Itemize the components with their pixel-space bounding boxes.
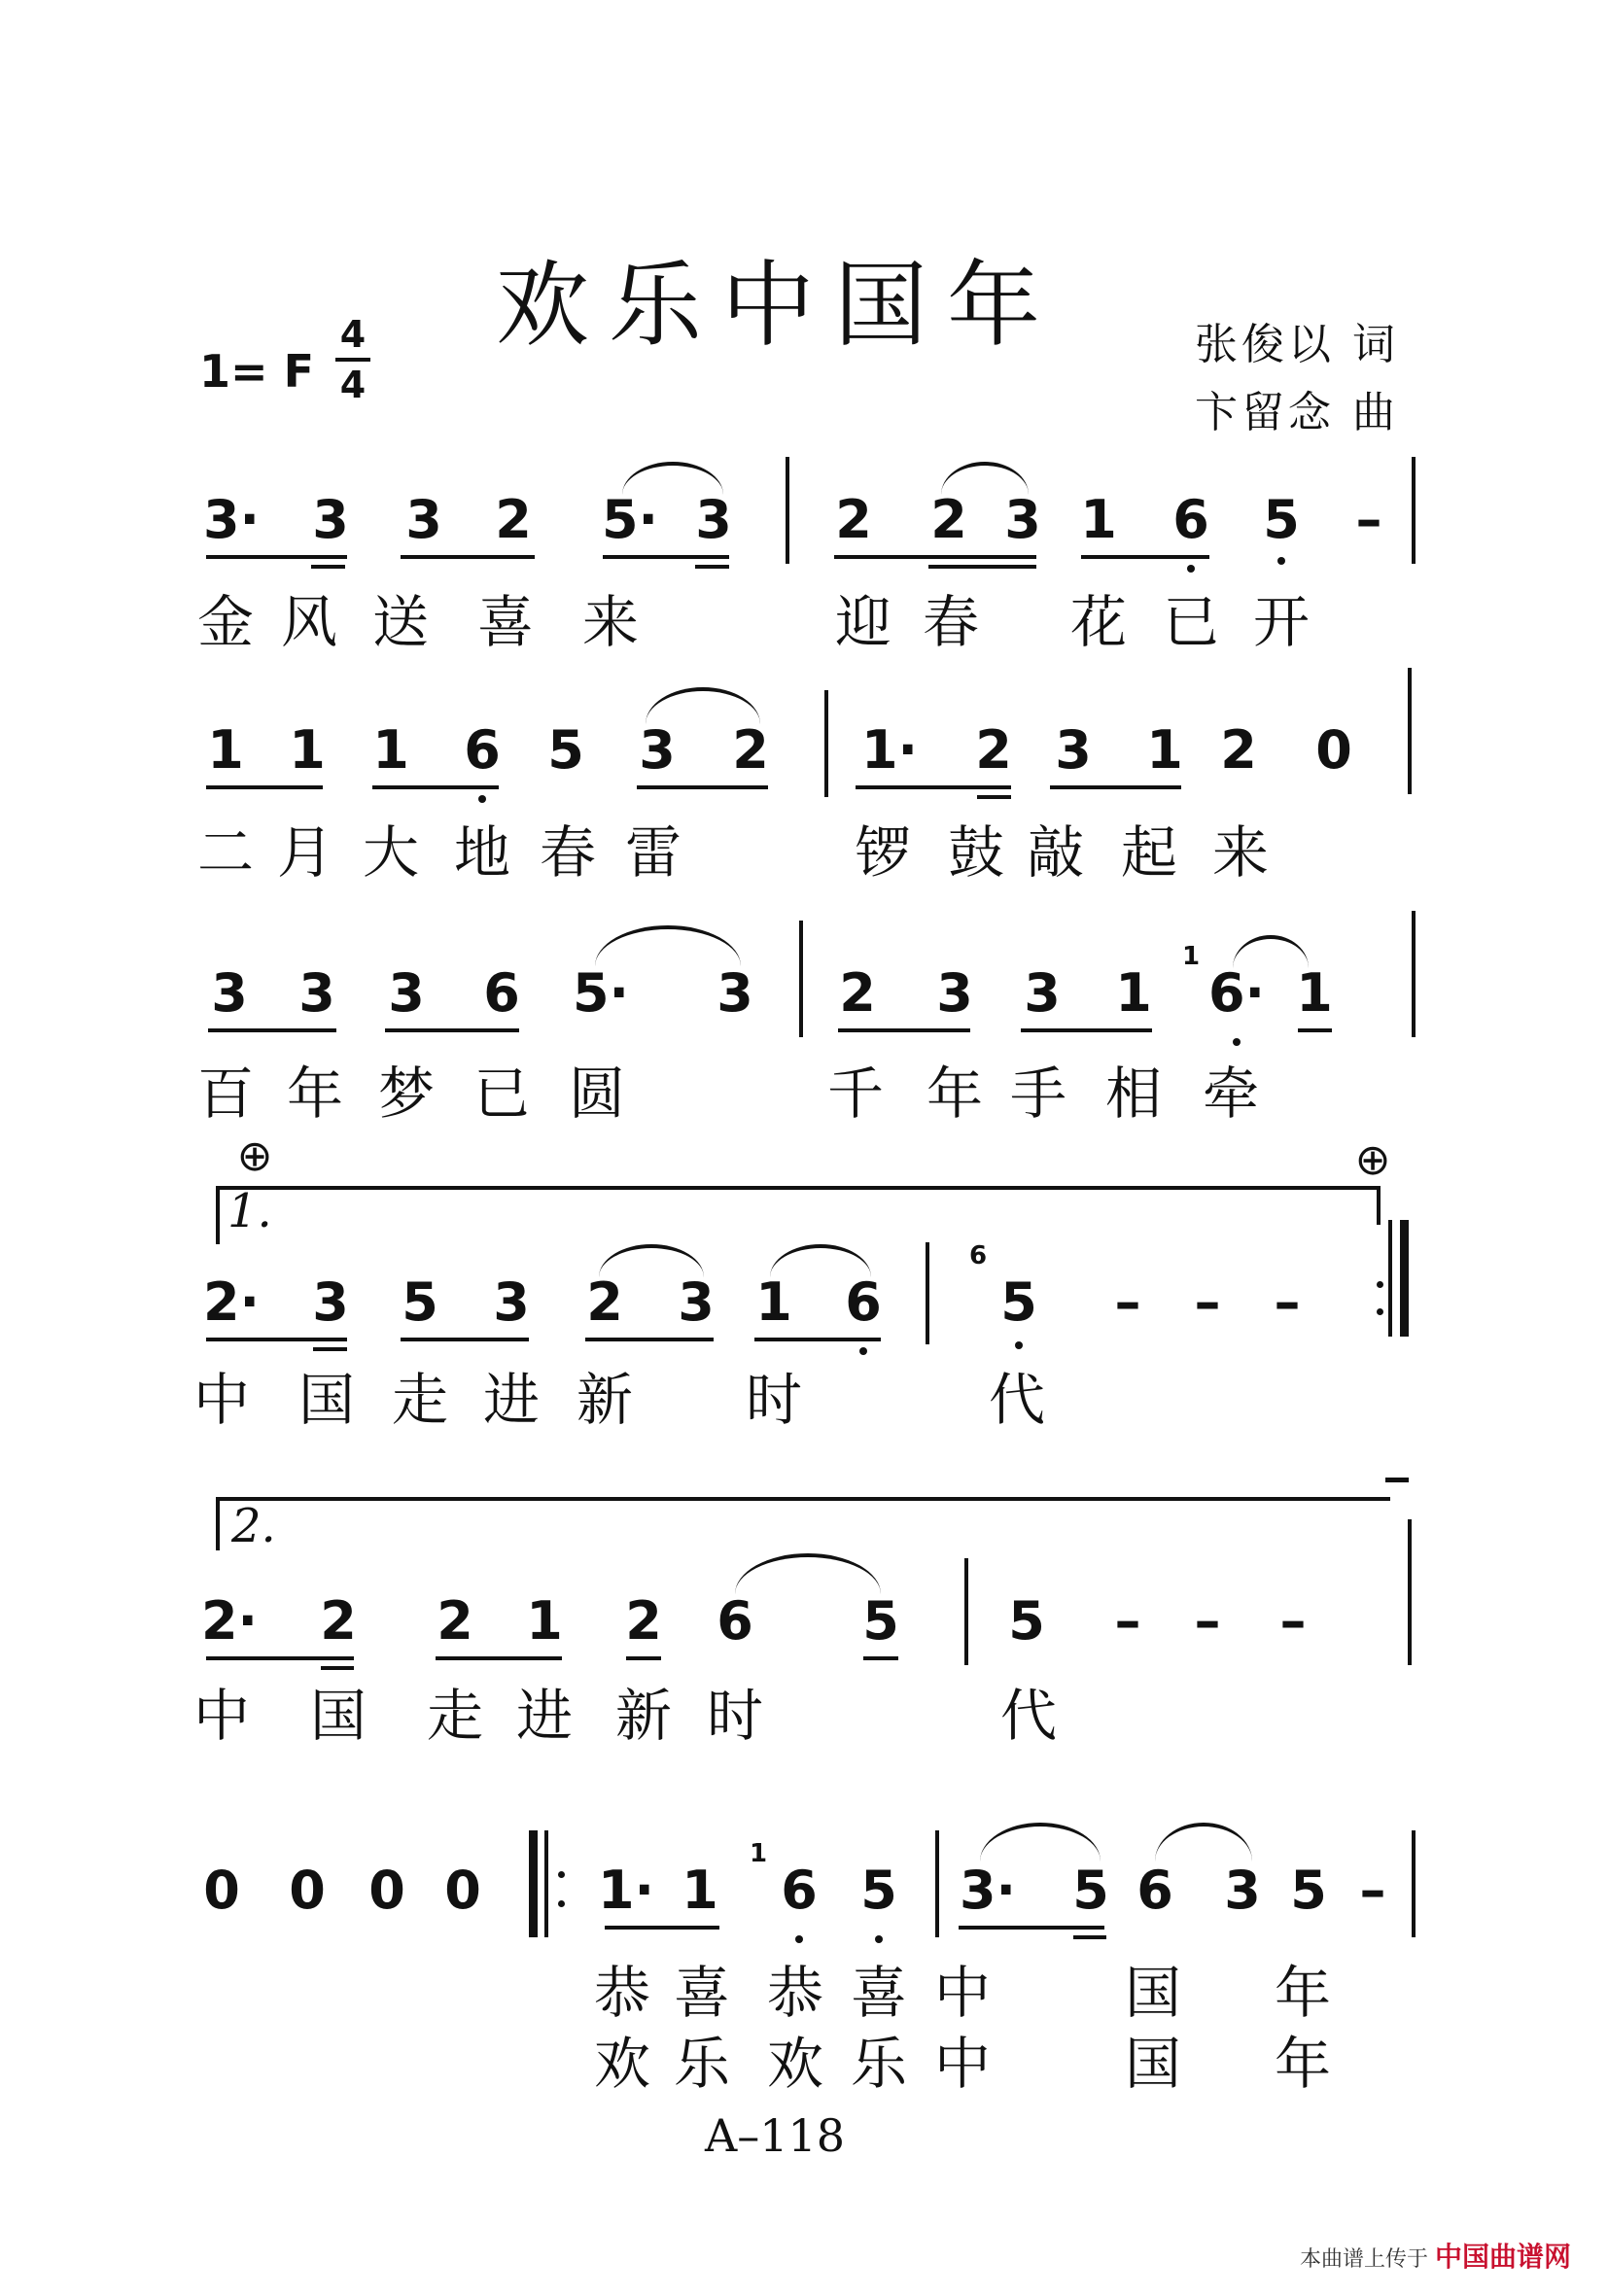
lyric: 进 xyxy=(515,1683,574,1749)
underline xyxy=(838,1028,970,1032)
note: 2 xyxy=(930,489,967,550)
note: 6 xyxy=(1172,489,1209,550)
lyric: 开 xyxy=(1252,589,1311,655)
lyric: 国 xyxy=(309,1683,367,1749)
lyric: 国 xyxy=(1124,2031,1182,2097)
lyric: 相 xyxy=(1104,1061,1163,1127)
coda-sign-left: ⊕ xyxy=(236,1131,273,1181)
note: 1 xyxy=(1080,489,1117,550)
note: 3 xyxy=(936,962,973,1024)
underline xyxy=(626,1656,661,1660)
underline xyxy=(385,1028,519,1032)
note: 2· xyxy=(202,1271,261,1333)
coda-sign-right: ⊕ xyxy=(1354,1135,1391,1185)
note: 5 xyxy=(1263,489,1300,550)
tie xyxy=(1155,1823,1252,1861)
volta-2-start xyxy=(216,1497,220,1550)
note: – xyxy=(1194,1271,1221,1333)
composer-credit: 卞留念 曲 xyxy=(1195,388,1399,437)
lyric: 乐 xyxy=(673,2031,731,2097)
lyric: 千 xyxy=(826,1061,885,1127)
time-signature-bottom: 4 xyxy=(339,364,367,406)
repeat-dot xyxy=(1377,1308,1383,1315)
underline xyxy=(863,1656,898,1660)
note: 5 xyxy=(1008,1590,1045,1652)
lower-octave-dot xyxy=(1277,557,1285,565)
note: 5· xyxy=(601,489,659,550)
time-signature xyxy=(335,313,370,406)
underline xyxy=(754,1338,881,1341)
note: 0 xyxy=(203,1860,240,1921)
lyric: 大 xyxy=(362,819,420,886)
lyric: 时 xyxy=(706,1683,764,1749)
footer-prefix: 本曲谱上传于 xyxy=(1299,2247,1428,2272)
lyric: 来 xyxy=(1211,819,1270,886)
lyric: 走 xyxy=(426,1683,484,1749)
lyric: 月 xyxy=(276,819,334,886)
note: 2 xyxy=(1220,719,1257,781)
note: 5· xyxy=(572,962,630,1024)
lyric: 百 xyxy=(196,1061,255,1127)
volta-2-end-mark xyxy=(1385,1478,1409,1482)
lyric: 锣 xyxy=(854,819,912,886)
note: 6 xyxy=(464,719,501,781)
watermark-footer xyxy=(1300,2236,1571,2275)
barline xyxy=(786,457,789,564)
volta-2-bracket xyxy=(216,1497,1390,1501)
lyric: 来 xyxy=(581,589,640,655)
note: 1 xyxy=(755,1271,792,1333)
note: 0 xyxy=(289,1860,326,1921)
page-title: 欢乐中国年 xyxy=(496,251,1060,360)
note: 3 xyxy=(1224,1860,1261,1921)
note: 5 xyxy=(860,1860,897,1921)
underline xyxy=(695,565,729,569)
underline xyxy=(637,785,768,789)
underline xyxy=(834,555,1036,559)
note: 3 xyxy=(388,962,425,1024)
underline xyxy=(585,1338,714,1341)
grace-note: 6 xyxy=(968,1241,988,1270)
lyric: 已 xyxy=(472,1061,531,1127)
underline xyxy=(321,1666,354,1670)
note: 1 xyxy=(526,1590,563,1652)
note: 1· xyxy=(597,1860,655,1921)
note: 0 xyxy=(444,1860,481,1921)
volta-1-start xyxy=(216,1186,220,1244)
underline xyxy=(959,1926,1104,1930)
note: 1 xyxy=(1146,719,1183,781)
note: 6 xyxy=(1136,1860,1173,1921)
barline xyxy=(799,921,803,1037)
time-signature-bar xyxy=(335,358,370,362)
note: – xyxy=(1114,1590,1141,1652)
note: 3· xyxy=(202,489,261,550)
volta-2-label: 2. xyxy=(231,1499,276,1553)
note: 2 xyxy=(437,1590,473,1652)
lyric: 风 xyxy=(280,589,338,655)
volta-1-end xyxy=(1377,1186,1381,1225)
note: 5 xyxy=(547,719,584,781)
lower-octave-dot xyxy=(1233,1038,1241,1046)
underline xyxy=(206,785,323,789)
note: 1 xyxy=(207,719,244,781)
note: 3 xyxy=(695,489,732,550)
note: – xyxy=(1359,1860,1386,1921)
underline xyxy=(372,785,499,789)
lyric: 迎 xyxy=(834,589,892,655)
note: 2 xyxy=(975,719,1012,781)
note: 5 xyxy=(1000,1271,1037,1333)
lower-octave-dot xyxy=(875,1935,883,1943)
underline xyxy=(977,795,1011,799)
lyric: 已 xyxy=(1162,589,1220,655)
tie xyxy=(646,687,760,724)
barline xyxy=(926,1242,929,1344)
volta-1-bracket xyxy=(216,1186,1381,1190)
note: 2· xyxy=(200,1590,259,1652)
note: 6 xyxy=(781,1860,818,1921)
underline xyxy=(603,555,729,559)
note: – xyxy=(1355,489,1382,550)
lyric: 手 xyxy=(1009,1061,1067,1127)
barline xyxy=(1412,911,1416,1037)
note: 6 xyxy=(483,962,520,1024)
lyric: 喜 xyxy=(850,1960,908,2026)
note: 1 xyxy=(372,719,409,781)
underline xyxy=(856,785,1011,789)
lyric: 欢 xyxy=(766,2031,824,2097)
note: 5 xyxy=(402,1271,438,1333)
lyric: 代 xyxy=(988,1367,1046,1433)
lyric: 走 xyxy=(391,1367,449,1433)
time-signature-top: 4 xyxy=(339,313,367,356)
note: 3 xyxy=(405,489,442,550)
barline xyxy=(1408,1519,1412,1665)
barline xyxy=(1412,457,1416,564)
note: 3 xyxy=(493,1271,530,1333)
lyric: 年 xyxy=(1274,2031,1332,2097)
underline xyxy=(1298,1028,1332,1032)
underline xyxy=(311,565,345,569)
note: 2 xyxy=(839,962,876,1024)
underline xyxy=(401,555,535,559)
underline xyxy=(928,565,1036,569)
lyric: 雷 xyxy=(624,819,682,886)
lyric: 代 xyxy=(999,1683,1058,1749)
key-signature: 1= F xyxy=(199,345,314,398)
start-repeat-barline xyxy=(529,1830,538,1937)
lyric: 年 xyxy=(1274,1960,1332,2026)
lyric: 乐 xyxy=(850,2031,908,2097)
lyric: 欢 xyxy=(593,2031,651,2097)
note: – xyxy=(1194,1590,1221,1652)
note: 2 xyxy=(495,489,532,550)
note: 3 xyxy=(1055,719,1092,781)
note: 3 xyxy=(639,719,676,781)
lyric: 起 xyxy=(1120,819,1178,886)
lyric: 恭 xyxy=(766,1960,824,2026)
underline xyxy=(401,1338,529,1341)
tie xyxy=(770,1244,871,1277)
note: 5 xyxy=(862,1590,899,1652)
note: 1 xyxy=(682,1860,718,1921)
lyric: 新 xyxy=(576,1367,634,1433)
note: 1 xyxy=(289,719,326,781)
lyric: 中 xyxy=(192,1683,251,1749)
barline xyxy=(935,1830,939,1937)
note: 2 xyxy=(625,1590,662,1652)
lyric: 牵 xyxy=(1202,1061,1260,1127)
lyric: 二 xyxy=(196,819,255,886)
lyric: 花 xyxy=(1069,589,1128,655)
lyric: 地 xyxy=(453,819,511,886)
note: 3 xyxy=(1004,489,1041,550)
lyric: 中 xyxy=(933,2031,992,2097)
lower-octave-dot xyxy=(1187,565,1195,573)
lower-octave-dot xyxy=(795,1935,803,1943)
note: – xyxy=(1279,1590,1307,1652)
lyric: 中 xyxy=(192,1367,251,1433)
underline xyxy=(1050,785,1181,789)
underline xyxy=(605,1926,719,1930)
note: 3 xyxy=(312,1271,349,1333)
note: 6 xyxy=(717,1590,753,1652)
end-barline xyxy=(1400,1220,1409,1337)
note: 2 xyxy=(586,1271,623,1333)
lyric: 喜 xyxy=(476,589,535,655)
barline xyxy=(1412,1830,1416,1937)
note: 0 xyxy=(368,1860,405,1921)
lyric: 年 xyxy=(926,1061,984,1127)
underline xyxy=(313,1347,347,1351)
tie xyxy=(980,1823,1101,1861)
grace-note: 1 xyxy=(749,1839,768,1868)
underline xyxy=(206,1338,347,1341)
lyric: 进 xyxy=(482,1367,541,1433)
lyric: 时 xyxy=(745,1367,803,1433)
tie xyxy=(941,462,1029,495)
underline xyxy=(208,1028,336,1032)
note: 3 xyxy=(312,489,349,550)
lyric: 圆 xyxy=(568,1061,626,1127)
lyric: 喜 xyxy=(673,1960,731,2026)
lower-octave-dot xyxy=(478,795,486,803)
note: 3 xyxy=(211,962,248,1024)
note: 2 xyxy=(835,489,872,550)
underline xyxy=(1081,555,1209,559)
note: 5 xyxy=(1290,1860,1327,1921)
tie xyxy=(595,925,741,966)
lyric: 敲 xyxy=(1027,819,1085,886)
repeat-dot xyxy=(558,1871,565,1878)
note: 3· xyxy=(959,1860,1017,1921)
lyric: 国 xyxy=(1124,1960,1182,2026)
lower-octave-dot xyxy=(1015,1341,1023,1349)
note: 6· xyxy=(1207,962,1266,1024)
note: 1 xyxy=(1296,962,1333,1024)
volta-1-label: 1. xyxy=(227,1184,272,1238)
lyric: 送 xyxy=(371,589,430,655)
underline xyxy=(206,1656,354,1660)
page-number: A–118 xyxy=(705,2109,846,2162)
footer-brand: 中国曲谱网 xyxy=(1434,2241,1571,2273)
lyric: 新 xyxy=(614,1683,673,1749)
barline xyxy=(1408,668,1412,794)
lyric: 国 xyxy=(297,1367,356,1433)
lyric: 春 xyxy=(922,589,980,655)
note: 3 xyxy=(678,1271,715,1333)
tie xyxy=(599,1244,704,1277)
lyricist-credit: 张俊以 词 xyxy=(1195,320,1399,369)
note: 6 xyxy=(845,1271,882,1333)
note: 2 xyxy=(320,1590,357,1652)
start-repeat-barline-thin xyxy=(544,1830,548,1937)
underline xyxy=(1021,1028,1152,1032)
note: 5 xyxy=(1072,1860,1109,1921)
barline xyxy=(824,690,828,797)
note: 1· xyxy=(860,719,919,781)
barline xyxy=(964,1558,968,1665)
note: 0 xyxy=(1315,719,1352,781)
note: 3 xyxy=(1024,962,1061,1024)
tie xyxy=(622,462,723,495)
grace-note: 1 xyxy=(1181,942,1201,971)
barline xyxy=(1388,1220,1392,1337)
repeat-dot xyxy=(558,1900,565,1907)
note: – xyxy=(1114,1271,1141,1333)
underline xyxy=(1073,1935,1106,1939)
note: 1 xyxy=(1115,962,1152,1024)
lyric: 鼓 xyxy=(947,819,1005,886)
lyric: 春 xyxy=(539,819,597,886)
note: 3 xyxy=(298,962,335,1024)
repeat-dot xyxy=(1377,1281,1383,1288)
note: 3 xyxy=(717,962,753,1024)
lyric: 金 xyxy=(196,589,255,655)
note: – xyxy=(1274,1271,1301,1333)
lyric: 恭 xyxy=(593,1960,651,2026)
tie xyxy=(735,1553,881,1594)
note: 2 xyxy=(732,719,769,781)
lyric: 梦 xyxy=(377,1061,436,1127)
underline xyxy=(436,1656,562,1660)
lower-octave-dot xyxy=(859,1347,867,1355)
tie xyxy=(1233,935,1309,968)
lyric: 年 xyxy=(286,1061,344,1127)
lyric: 中 xyxy=(933,1960,992,2026)
underline xyxy=(206,555,347,559)
